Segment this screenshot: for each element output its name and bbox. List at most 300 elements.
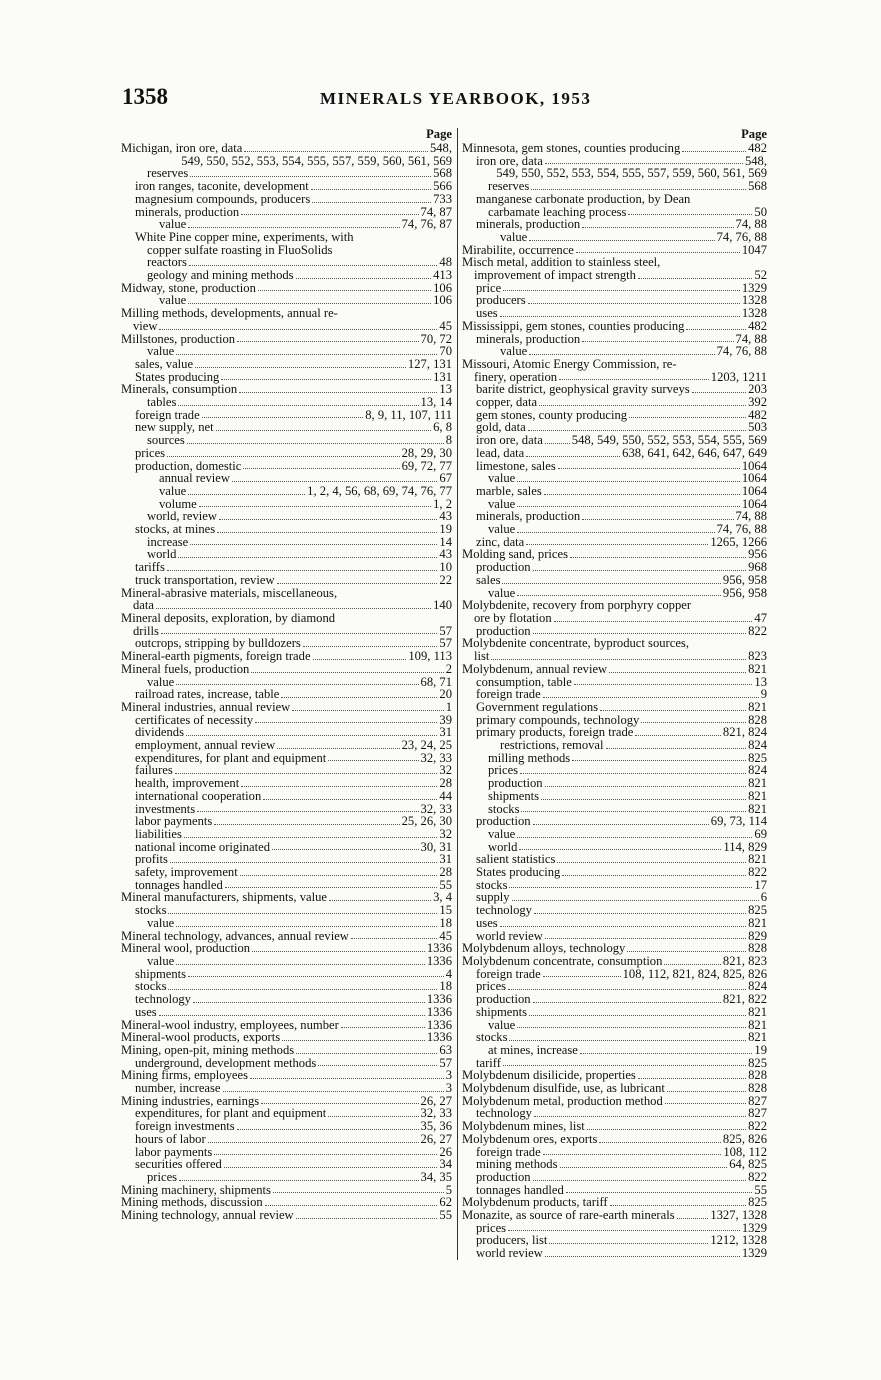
index-entry-pages: 1203, 1211 [710, 369, 767, 384]
dot-leader [176, 964, 425, 965]
index-entry [121, 891, 452, 904]
dot-leader [296, 278, 432, 279]
dot-leader [251, 672, 443, 673]
index-entry-line [476, 968, 767, 981]
index-entry [462, 358, 767, 383]
index-entry-line [147, 269, 452, 282]
index-entry-line [476, 447, 767, 460]
index-entry-text: consumption, table [476, 674, 572, 689]
dot-leader [261, 1103, 418, 1104]
index-entry-line [135, 866, 452, 879]
dot-leader [554, 621, 753, 622]
index-entry-text: production [476, 560, 531, 575]
index-entry-pages: 482 [748, 318, 767, 333]
index-entry-text: production [476, 992, 531, 1007]
dot-leader [543, 697, 759, 698]
dot-leader [313, 659, 407, 660]
dot-leader [328, 760, 418, 761]
dot-leader [606, 748, 747, 749]
index-entry-text: world [147, 547, 177, 562]
index-entry [121, 231, 452, 269]
index-entry-line [121, 1044, 452, 1057]
index-entry-text: Mining, open-pit, mining methods [121, 1042, 295, 1057]
index-entry-pages: 1328 [741, 293, 767, 308]
index-entry-text: labor payments [135, 814, 213, 829]
index-entry-text: Molybdenum ores, exports [462, 1131, 598, 1146]
index-entry-line [121, 701, 452, 714]
index-entry [121, 1209, 452, 1222]
dot-leader [240, 875, 438, 876]
index-entry-text: prices [147, 1169, 178, 1184]
index-entry-text: reserves [147, 166, 189, 181]
index-entry-line [488, 1044, 767, 1057]
index-entry-text: sales, value [135, 356, 194, 371]
dot-leader [168, 913, 437, 914]
index-entry-pages: 28 [439, 776, 452, 791]
index-entry-pages: 822 [748, 623, 767, 638]
index-entry [462, 294, 767, 307]
index-entry-pages: 18 [439, 915, 452, 930]
dot-leader [664, 964, 721, 965]
dot-leader [572, 760, 746, 761]
index-entry-pages: 829 [748, 928, 767, 943]
dot-leader [533, 1002, 721, 1003]
index-entry [121, 1031, 452, 1044]
dot-leader [534, 1116, 746, 1117]
index-entry-pages: 74, 88 [735, 217, 767, 232]
index-entry-text: stocks, at mines [135, 522, 216, 537]
index-entry-pages: 825 [748, 1055, 767, 1070]
index-entry-text: Midway, stone, production [121, 280, 256, 295]
index-entry-pages: 548, [429, 141, 452, 155]
dot-leader [190, 176, 431, 177]
index-entry-text: Molybdenite, recovery from porphyry copper [462, 598, 692, 613]
index-entry-line [476, 307, 767, 320]
dot-leader [179, 1180, 418, 1181]
index-entry-line [147, 917, 452, 930]
index-entry-pages: 1336 [426, 953, 452, 968]
dot-leader [692, 392, 746, 393]
index-entry-line [159, 218, 452, 231]
index-entry-text: Minnesota, gem stones, counties producing [462, 141, 681, 155]
index-entry-pages: 18 [439, 979, 452, 994]
index-entry-pages: 55 [754, 1182, 767, 1197]
index-entry-text: number, increase [135, 1081, 221, 1096]
index-entry-text: Mineral-abrasive materials, miscellaneous, [121, 585, 338, 600]
index-entry [121, 701, 452, 714]
index-entry-text: Mineral technology, advances, annual review [121, 928, 349, 943]
index-entry-pages: 10 [439, 560, 452, 575]
index-entry-text: stocks [476, 1030, 508, 1045]
index-entry-line [476, 218, 767, 231]
running-title: MINERALS YEARBOOK, 1953 [320, 89, 592, 108]
dot-leader [526, 456, 620, 457]
index-entry-pages: 50 [754, 204, 767, 219]
index-entry-line [476, 815, 767, 828]
dot-leader [170, 862, 438, 863]
index-entry-pages: 1064 [741, 496, 767, 511]
dot-leader [545, 163, 743, 164]
index-entry-pages: 28, 29, 30 [401, 445, 452, 460]
index-entry-pages: 106 [433, 280, 452, 295]
dot-leader [533, 1180, 747, 1181]
index-entry-pages: 392 [748, 395, 767, 410]
index-entry [462, 1031, 767, 1044]
index-entry-pages: 26, 27 [420, 1093, 452, 1108]
index-entry-line [476, 917, 767, 930]
index-entry [121, 561, 452, 574]
index-entry-text: stocks [135, 979, 167, 994]
dot-leader [557, 862, 746, 863]
dot-leader [265, 1205, 438, 1206]
index-entry-pages: 1329 [741, 1246, 767, 1261]
index-entry [462, 523, 767, 536]
index-entry-pages: 1265, 1266 [710, 534, 767, 549]
dot-leader [175, 773, 438, 774]
index-entry [462, 663, 767, 676]
index-entry-pages: 1064 [741, 458, 767, 473]
index-entry-line [135, 790, 452, 803]
dot-leader [159, 1015, 425, 1016]
dot-leader [202, 417, 364, 418]
index-entry-text: stocks [476, 877, 508, 892]
dot-leader [517, 481, 740, 482]
index-entry-pages: 956, 958 [722, 585, 767, 600]
index-entry [462, 320, 767, 333]
index-entry-text: foreign trade [135, 407, 200, 422]
dot-leader [282, 1040, 425, 1041]
index-entry-text: Mineral fuels, production [121, 661, 250, 676]
index-entry-text: producers [476, 293, 526, 308]
index-entry [121, 739, 452, 752]
dot-leader [214, 824, 399, 825]
index-entry-line [147, 536, 452, 549]
index-entry-pages: 127, 131 [407, 356, 452, 371]
index-entry-pages: 23, 24, 25 [401, 738, 452, 753]
dot-leader [521, 811, 746, 812]
index-entry [462, 637, 767, 662]
index-entry [462, 574, 767, 587]
index-entry-pages: 1064 [741, 471, 767, 486]
index-entry-text: iron ore, data [476, 153, 543, 168]
index-entry [462, 1247, 767, 1260]
index-entry-text: employment, annual review [135, 738, 276, 753]
index-entry-line [121, 320, 452, 333]
index-entry-line [135, 447, 452, 460]
dot-leader [491, 659, 746, 660]
index-entry-text: iron ore, data [476, 433, 543, 448]
index-entry-text: value [500, 229, 528, 244]
dot-leader [503, 290, 740, 291]
index-entry-pages: 821, 824 [722, 725, 767, 740]
index-entry-pages: 31 [439, 852, 452, 867]
index-entry-text: Misch metal, addition to stainless steel, [462, 255, 661, 270]
index-entry-text: iron ranges, taconite, development [135, 179, 309, 194]
index-entry-pages: 821, 822 [722, 992, 767, 1007]
index-entry-line [135, 180, 452, 193]
index-entry-pages: 108, 112 [723, 1144, 767, 1159]
index-entry [462, 561, 767, 574]
index-entry-pages: 733 [433, 191, 452, 206]
index-entry-line [476, 460, 767, 473]
index-entry-text: Molybdenum, annual review [462, 661, 608, 676]
index-entry-text: foreign trade [476, 966, 541, 981]
dot-leader [221, 379, 431, 380]
index-entry-pages: 5 [445, 1182, 452, 1197]
index-entry-line [135, 904, 452, 917]
dot-leader [161, 633, 438, 634]
index-entry-line [462, 1209, 767, 1222]
index-entry-pages: 1336 [426, 992, 452, 1007]
index-entry-pages: 131 [433, 369, 452, 384]
dot-leader [241, 786, 437, 787]
index-entry-pages: 19 [754, 1042, 767, 1057]
index-entry-pages: 821 [748, 801, 767, 816]
index-entry [462, 828, 767, 841]
index-entry-text: tariff [476, 1055, 501, 1070]
index-entry-line [476, 574, 767, 587]
index-entry [121, 269, 452, 282]
index-entry-pages: 114, 829 [723, 839, 767, 854]
dot-leader [599, 1142, 721, 1143]
index-entry [121, 218, 452, 231]
index-entry-pages: 74, 76, 88 [716, 344, 767, 359]
index-entry-pages: 638, 641, 642, 646, 647, 649 [622, 445, 767, 460]
index-entry-pages: 25, 26, 30 [401, 814, 452, 829]
index-entry-text: foreign trade [476, 687, 541, 702]
index-entry-pages: 45 [439, 928, 452, 943]
dot-leader [517, 506, 740, 507]
index-entry-pages: 568 [748, 179, 767, 194]
dot-leader [580, 1053, 753, 1054]
dot-leader [237, 341, 418, 342]
index-entry-pages: 1329 [741, 1220, 767, 1235]
index-entry [462, 307, 767, 320]
index-entry [121, 968, 452, 981]
index-entry-pages: 57 [439, 636, 452, 651]
index-entry-text: health, improvement [135, 776, 240, 791]
index-entry-text: sources [147, 433, 185, 448]
index-entry [121, 1171, 452, 1184]
dot-leader [667, 1091, 746, 1092]
index-entry-pages: 15 [439, 903, 452, 918]
index-entry-text: Mississippi, gem stones, counties producing [462, 318, 685, 333]
dot-leader [176, 354, 437, 355]
index-entry [121, 1133, 452, 1146]
index-entry-pages: 503 [748, 420, 767, 435]
index-entry-pages: 35, 36 [420, 1119, 452, 1134]
index-entry-pages: 32 [439, 763, 452, 778]
index-entry-text: marble, sales [476, 483, 542, 498]
index-entry-line [462, 650, 767, 663]
index-entry-pages: 1336 [426, 1030, 452, 1045]
index-entry-text: Mining firms, employees [121, 1068, 248, 1083]
dot-leader [303, 646, 438, 647]
index-entry-line [488, 523, 767, 536]
index-entry-text: tables [147, 395, 177, 410]
dot-leader [219, 519, 437, 520]
dot-leader [223, 1091, 444, 1092]
index-entry-text: Molybdenum mines, list [462, 1119, 585, 1134]
index-column-left [121, 128, 452, 1222]
index-entry-pages: 824 [748, 763, 767, 778]
index-entry-text: liabilities [135, 826, 182, 841]
dot-leader [508, 1230, 740, 1231]
dot-leader [263, 799, 437, 800]
dot-leader [609, 672, 746, 673]
index-entry-text: States producing [476, 865, 561, 880]
dot-leader [531, 189, 746, 190]
dot-leader [312, 202, 431, 203]
index-entry-pages: 57 [439, 623, 452, 638]
index-entry-pages: 19 [439, 522, 452, 537]
index-entry [121, 1044, 452, 1057]
index-entry-line [462, 269, 767, 282]
index-entry-text: Mining industries, earnings [121, 1093, 260, 1108]
index-entry [462, 790, 767, 803]
dot-leader [533, 824, 709, 825]
index-entry-text: safety, improvement [135, 865, 238, 880]
index-entry-pages: 821 [748, 661, 767, 676]
dot-leader [296, 1218, 438, 1219]
index-entry-text: production [488, 776, 543, 791]
dot-leader [167, 456, 400, 457]
dot-leader [549, 1243, 708, 1244]
index-entry-pages: 74, 76, 88 [716, 229, 767, 244]
index-entry-text: limestone, sales [476, 458, 556, 473]
dot-leader [534, 913, 746, 914]
dot-leader [517, 532, 714, 533]
dot-leader [277, 583, 438, 584]
dot-leader [296, 1053, 437, 1054]
index-entry-line [135, 1082, 452, 1095]
index-entry-text: Monazite, as source of rare-earth minerals [462, 1208, 675, 1223]
index-entry-pages: 956, 958 [722, 572, 767, 587]
dot-leader [526, 544, 708, 545]
index-entry-pages: 1336 [426, 941, 452, 956]
index-entry-pages: 823 [748, 649, 767, 664]
dot-leader [250, 1078, 444, 1079]
index-entry-line [135, 777, 452, 790]
index-entry-text: reactors [147, 255, 187, 270]
dot-leader [587, 1129, 746, 1130]
index-entry-pages: 32, 33 [420, 1106, 452, 1121]
index-entry-text: Mineral-wool industry, employees, number [121, 1017, 339, 1032]
index-entry-line [476, 1006, 767, 1019]
dot-leader [159, 329, 437, 330]
index-entry-pages: 413 [433, 268, 452, 283]
index-entry [121, 447, 452, 460]
dot-leader [570, 557, 746, 558]
index-entry-pages: 32 [439, 826, 452, 841]
dot-leader [168, 989, 437, 990]
index-entry [121, 955, 452, 968]
index-entry-text: copper, data [476, 395, 538, 410]
index-entry-pages: 69 [754, 826, 767, 841]
index-entry-text: world, review [147, 509, 217, 524]
dot-leader [237, 1129, 419, 1130]
index-entry [121, 396, 452, 409]
index-entry-pages: 34 [439, 1157, 452, 1172]
index-entry-text: States producing [135, 369, 220, 384]
index-entry-pages: 827 [748, 1106, 767, 1121]
index-entry-pages: 32, 33 [420, 750, 452, 765]
dot-leader [351, 938, 438, 939]
index-entry-pages: 6 [760, 890, 767, 905]
index-column-right [462, 128, 767, 1260]
dot-leader [545, 786, 747, 787]
dot-leader [533, 570, 747, 571]
index-entry-pages: 548, [744, 153, 767, 168]
index-entry [462, 142, 767, 155]
dot-leader [560, 1167, 728, 1168]
index-entry-pages: 2 [445, 661, 452, 676]
index-entry-pages: 548, 549, 550, 552, 553, 554, 555, 569 [571, 433, 767, 448]
index-entry-pages: 821 [748, 699, 767, 714]
index-entry-text: tonnages handled [476, 1182, 564, 1197]
index-entry-text: mining methods [476, 1157, 558, 1172]
index-entry-pages: 821 [748, 1017, 767, 1032]
index-entry-pages: 1, 2, 4, 56, 68, 69, 74, 76, 77 [307, 483, 452, 498]
index-entry-pages: 566 [433, 179, 452, 194]
dot-leader [232, 481, 437, 482]
index-entry-text: Molybdenum disulfide, use, as lubricant [462, 1081, 665, 1096]
index-entry [121, 574, 452, 587]
index-entry-pages: 47 [754, 611, 767, 625]
index-entry-pages: 106 [433, 293, 452, 308]
dot-leader [576, 252, 740, 253]
page-column-label: Page [426, 127, 452, 141]
index-entry-pages: 70, 72 [420, 331, 452, 346]
index-entry-text: profits [135, 852, 168, 867]
dot-leader [627, 951, 746, 952]
dot-leader [190, 544, 437, 545]
index-entry-pages: 825 [748, 903, 767, 918]
index-entry-text: Missouri, Atomic Energy Commission, re- [462, 356, 677, 371]
index-entry [462, 1019, 767, 1032]
dot-leader [519, 849, 721, 850]
dot-leader [582, 519, 733, 520]
index-entry-continuation: 549, 550, 552, 553, 554, 555, 557, 559, 560, 561, 569 [181, 153, 452, 168]
index-entry-text: foreign investments [135, 1119, 235, 1134]
index-entry-pages: 821 [748, 852, 767, 867]
index-entry-pages: 8, 9, 11, 107, 111 [365, 407, 452, 422]
dot-leader [243, 468, 399, 469]
index-entry-line [135, 815, 452, 828]
index-entry-pages: 3 [445, 1081, 452, 1096]
index-entry-text: Minerals, consumption [121, 382, 238, 397]
dot-leader [500, 316, 740, 317]
index-entry-text: value [488, 826, 516, 841]
index-entry [462, 993, 767, 1006]
index-entry-text: value [488, 585, 516, 600]
index-entry-text: production [476, 1169, 531, 1184]
index-entry [462, 434, 767, 447]
index-entry-text: value [147, 915, 175, 930]
index-entry-pages: 69, 72, 77 [401, 458, 452, 473]
index-entry-line [135, 193, 452, 206]
dot-leader [184, 837, 438, 838]
index-entry-line [462, 663, 767, 676]
index-entry-line [147, 396, 452, 409]
dot-leader [176, 926, 437, 927]
index-entry-text: minerals, production [476, 331, 581, 346]
index-entry-text: prices [476, 979, 507, 994]
index-entry [462, 1044, 767, 1057]
index-entry-text: tariffs [135, 560, 165, 575]
dot-leader [244, 151, 428, 152]
index-entry-line [135, 968, 452, 981]
